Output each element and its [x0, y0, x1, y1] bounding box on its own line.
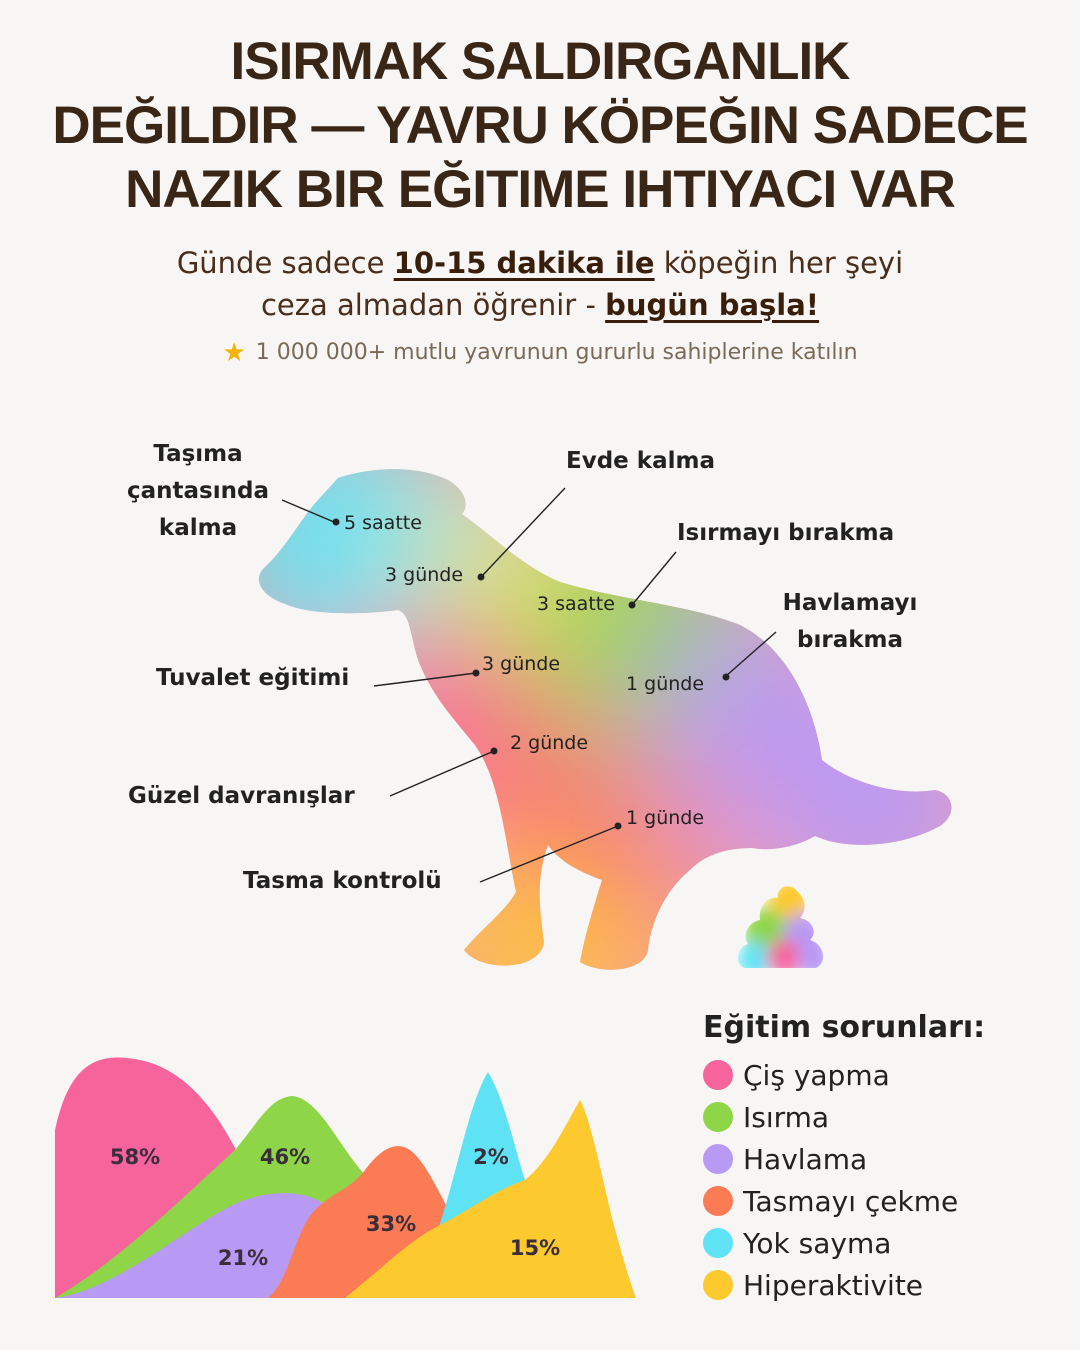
percent-barking: 21% [217, 1246, 269, 1270]
star-icon: ★ [222, 338, 246, 368]
percent-biting: 46% [259, 1145, 311, 1169]
legend [703, 1054, 958, 1306]
legend-item: Çiş yapma [703, 1054, 958, 1096]
subtitle-highlight: 10-15 dakika ile [393, 246, 655, 280]
skill-label-manners: Güzel davranışlar [128, 783, 355, 809]
legend-item: Yok sayma [703, 1222, 958, 1264]
legend-dot-purple [703, 1144, 733, 1174]
legend-dot-pink [703, 1060, 733, 1090]
subtitle-text: ceza almadan öğrenir - [260, 288, 606, 322]
legend-dot-cyan [703, 1228, 733, 1258]
skill-label-leash: Tasma kontrolü [243, 868, 442, 894]
subtitle-text: Günde sadece [176, 246, 394, 280]
skill-duration-biting: 3 saatte [537, 593, 615, 615]
legend-item: Isırma [703, 1096, 958, 1138]
skill-duration-potty: 3 günde [482, 653, 561, 675]
legend-dot-green [703, 1102, 733, 1132]
social-proof-text: 1 000 000+ mutlu yavrunun gururlu sahiplerine katılın [255, 340, 858, 365]
skill-label-home-alone: Evde kalma [566, 448, 715, 474]
cta-link[interactable]: bugün başla! [605, 288, 820, 322]
skill-duration-leash: 1 günde [626, 807, 705, 829]
legend-item: Hiperaktivite [703, 1264, 958, 1306]
legend-item: Tasmayı çekme [703, 1180, 958, 1222]
percent-pee: 58% [109, 1145, 161, 1169]
subtitle-text: köpeğin her şeyi [654, 246, 904, 280]
skill-duration-carrier: 5 saatte [344, 512, 422, 534]
skill-label-potty: Tuvalet eğitimi [156, 665, 350, 691]
legend-item: Havlama [703, 1138, 958, 1180]
headline-line: NAZIK BIR EĞITIME IHTIYACI VAR [125, 160, 955, 219]
skill-duration-home-alone: 3 günde [385, 564, 464, 586]
legend-dot-yellow [703, 1270, 733, 1300]
percent-ignoring: 2% [473, 1145, 509, 1169]
skill-duration-manners: 2 günde [510, 732, 589, 754]
legend-title: Eğitim sorunları: [703, 1010, 986, 1045]
headline-line: DEĞILDIR — YAVRU KÖPEĞIN SADECE [52, 96, 1028, 155]
percent-leash: 33% [365, 1212, 417, 1236]
legend-dot-orange [703, 1186, 733, 1216]
skill-label-biting: Isırmayı bırakma [677, 520, 895, 546]
skill-duration-barking: 1 günde [626, 673, 705, 695]
headline-line: ISIRMAK SALDIRGANLIK [230, 32, 850, 91]
skill-label-carrier: Taşıma çantasında kalma [127, 441, 269, 541]
percent-hyper: 15% [509, 1236, 561, 1260]
skill-label-barking: Havlamayı bırakma [782, 590, 918, 653]
